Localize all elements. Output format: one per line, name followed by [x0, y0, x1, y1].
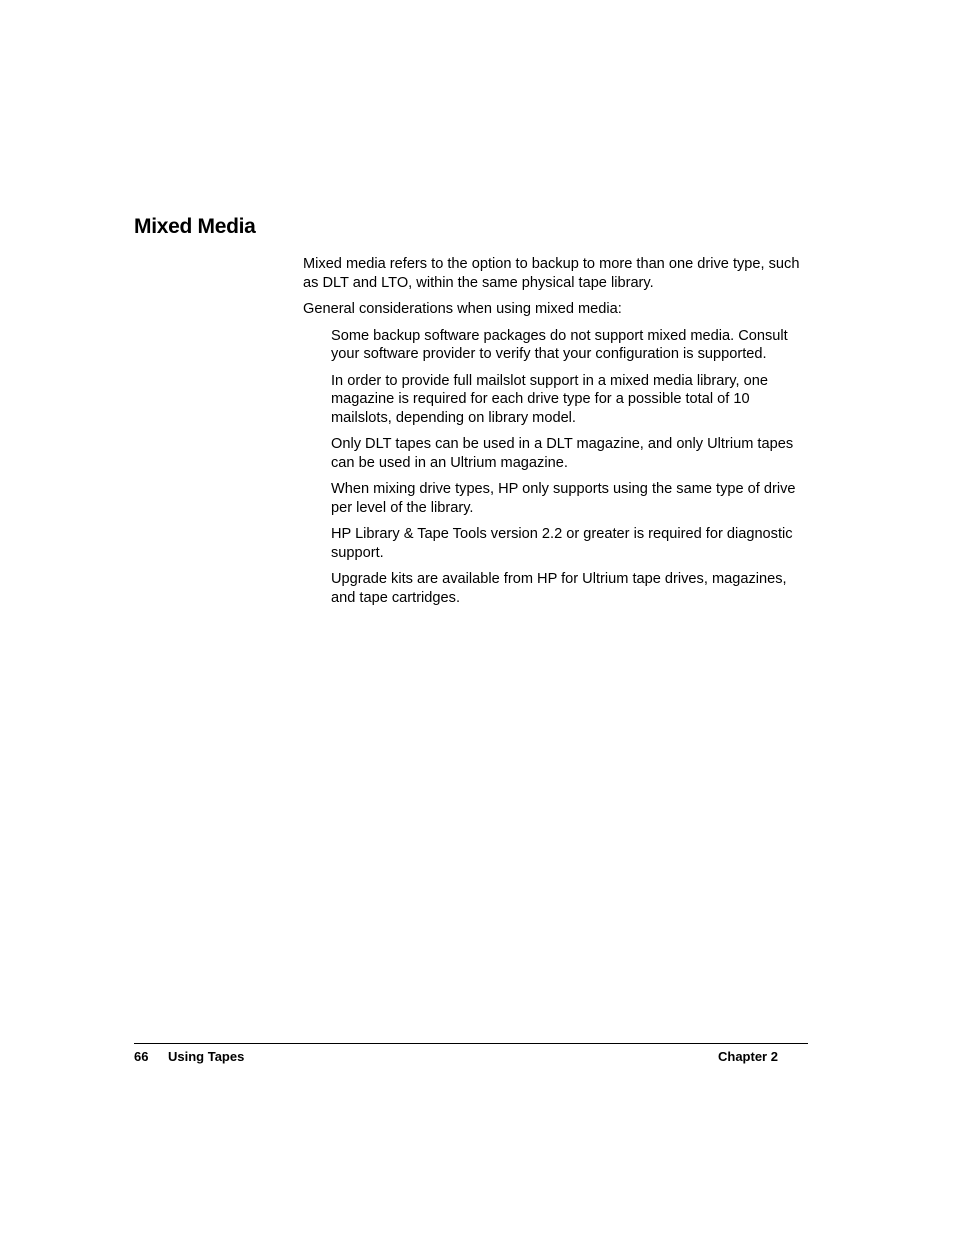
list-item: HP Library & Tape Tools version 2.2 or greater is required for diagnostic support. [331, 526, 793, 561]
considerations-list [303, 327, 808, 608]
list-item: When mixing drive types, HP only supports using the same type of drive per level of the library. [331, 481, 796, 516]
list-item: Some backup software packages do not support mixed media. Consult your software provider to verify that your configuration is supported. [331, 327, 788, 362]
footer-rule [134, 1043, 808, 1044]
list-item: Only DLT tapes can be used in a DLT magazine, and only Ultrium tapes can be used in an Ultrium magazine. [331, 436, 794, 471]
section-title: Mixed Media [134, 215, 256, 238]
list-item: In order to provide full mailslot support in a mixed media library, one magazine is required for each drive type for a possible total of 10 mailslots, depending on library model. [331, 372, 768, 426]
intro-paragraph: Mixed media refers to the option to backup to more than one drive type, such as DLT and LTO, within the same physical tape library. [303, 256, 800, 291]
list-item: Upgrade kits are available from HP for Ultrium tape drives, magazines, and tape cartridges. [331, 571, 787, 606]
section-body [303, 255, 808, 615]
footer-chapter-label: Chapter 2 [718, 1049, 778, 1064]
footer-chapter-title: Using Tapes [168, 1049, 245, 1064]
considerations-lead: General considerations when using mixed media: [303, 301, 622, 317]
footer-page-number: 66 [134, 1049, 149, 1064]
